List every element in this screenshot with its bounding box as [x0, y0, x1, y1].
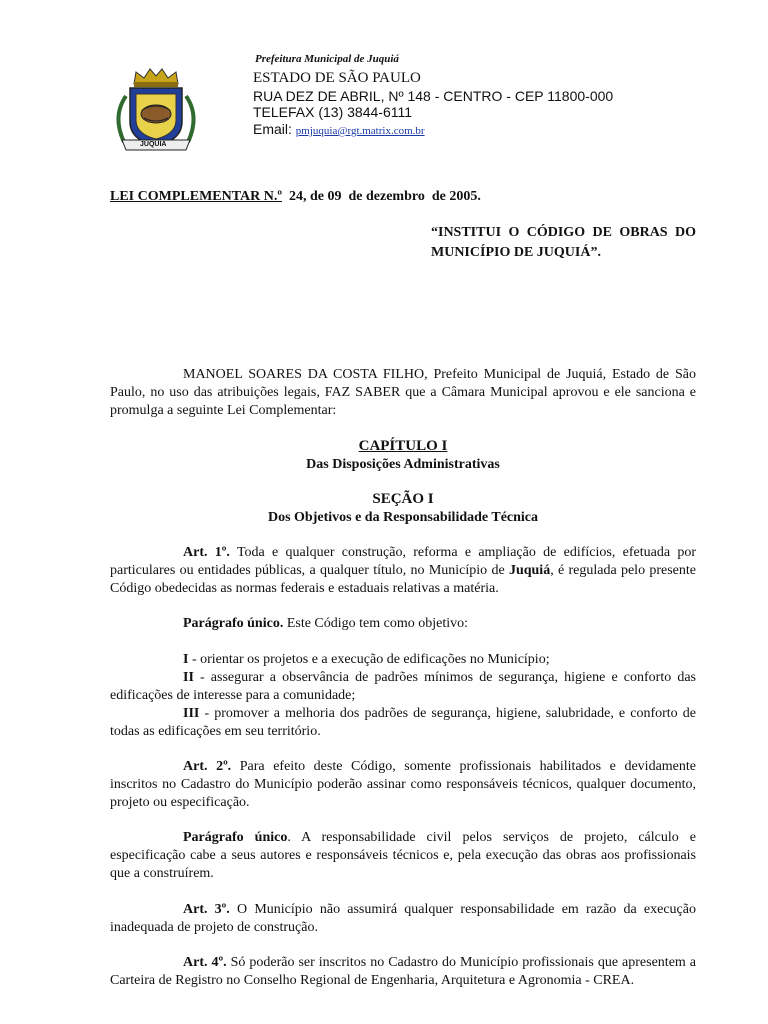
item-text: - promover a melhoria dos padrões de segurança, higiene, salubridade, e conforto de todas as edificações em seu território. — [110, 706, 696, 739]
chapter-subtitle: Das Disposições Administrativas — [306, 457, 500, 472]
law-title-prefix: LEI COMPLEMENTAR N.º — [110, 189, 282, 204]
item-number: I — [183, 652, 189, 667]
law-title — [110, 189, 481, 205]
article-1 — [110, 544, 696, 598]
article-1-label: Art. 1º. — [183, 545, 230, 560]
paragraph-unico-2-label: Parágrafo único — [183, 830, 288, 845]
article-2-text: Para efeito deste Código, somente profissionais habilitados e devidamente inscritos no Cadastro do Município poderão assinar como responsáveis técnicos, qualquer documento, projeto ou especificação. — [110, 759, 696, 810]
address-line: RUA DEZ DE ABRIL, Nº 148 - CENTRO - CEP 11800-000 — [253, 88, 614, 104]
paragraph-unico-1-label: Parágrafo único. — [183, 616, 284, 631]
law-title-number-date: 24, de 09 de dezembro de 2005. — [281, 189, 481, 204]
article-1-bold: Juquiá — [508, 563, 551, 578]
paragraph-unico-2 — [110, 829, 696, 883]
law-subject: “INSTITUI O CÓDIGO DE OBRAS DO MUNICÍPIO DE JUQUIÁ”. — [431, 225, 696, 260]
paragraph-unico-2-text: . A responsabilidade civil pelos serviços de projeto, cálculo e especificação cabe a seus autores e responsáveis técnicos e, pela execução das obras aos profissionais que a construírem. — [110, 830, 696, 881]
email-link[interactable]: pmjuquia@rgt.matrix.com.br — [295, 125, 425, 137]
list-item — [110, 651, 696, 669]
chapter-heading — [110, 437, 696, 456]
article-4-label: Art. 4º. — [183, 955, 227, 970]
article-2 — [110, 758, 696, 812]
article-4-text: Só poderão ser inscritos no Cadastro do Município profissionais que apresentem a Carteira de Registro no Conselho Regional de Engenharia, Arquitetura e Agronomia - CREA. — [110, 955, 697, 988]
email-line — [253, 121, 425, 137]
item-number: II — [183, 670, 194, 685]
paragraph-unico-1 — [110, 615, 696, 633]
section-heading — [110, 490, 696, 509]
item-text: - orientar os projetos e a execução de edificações no Município; — [188, 652, 550, 667]
item-number: III — [183, 706, 200, 721]
article-3 — [110, 901, 696, 937]
item-text: - assegurar a observância de padrões mínimos de segurança, higiene e conforto das edificações de interesse para a comunidade; — [110, 670, 696, 703]
phone-line: TELEFAX (13) 3844-6111 — [253, 104, 413, 120]
municipal-crest-logo — [106, 66, 206, 156]
article-1-text: Toda e qualquer construção, reforma e ampliação de edifícios, efetuada por particulares ou entidades públicas, a qualquer título, no Município de — [110, 545, 697, 578]
article-3-text: O Município não assumirá qualquer responsabilidade em razão da execução inadequada de projeto de construção. — [110, 902, 696, 935]
paragraph-unico-1-text: Este Código tem como objetivo: — [283, 616, 469, 631]
section-title: SEÇÃO I — [372, 491, 434, 507]
state-name: ESTADO DE SÃO PAULO — [253, 70, 421, 86]
article-3-label: Art. 3º. — [183, 902, 230, 917]
article-1-text-end: , é regulada pelo presente Código obedecidas as normas federais e estaduais relativas a matéria. — [110, 563, 696, 596]
article-4 — [110, 954, 696, 990]
crest-banner-text: JUQUIÁ — [140, 141, 167, 148]
email-label: Email: — [253, 121, 296, 137]
chapter-title: CAPÍTULO I — [358, 438, 448, 454]
prefecture-script-title: Prefeitura Municipal de Juquiá — [255, 53, 399, 65]
preamble-paragraph: MANOEL SOARES DA COSTA FILHO, Prefeito Municipal de Juquiá, Estado de São Paulo, no uso das atribuições legais, FAZ SABER que a Câmara Municipal aprovou e ele sanciona e promulga a seguinte Lei Complementar: — [110, 367, 696, 418]
article-2-label: Art. 2º. — [183, 759, 232, 774]
section-subtitle: Dos Objetivos e da Responsabilidade Técnica — [267, 510, 539, 525]
list-item — [110, 669, 696, 705]
list-item — [110, 705, 696, 741]
